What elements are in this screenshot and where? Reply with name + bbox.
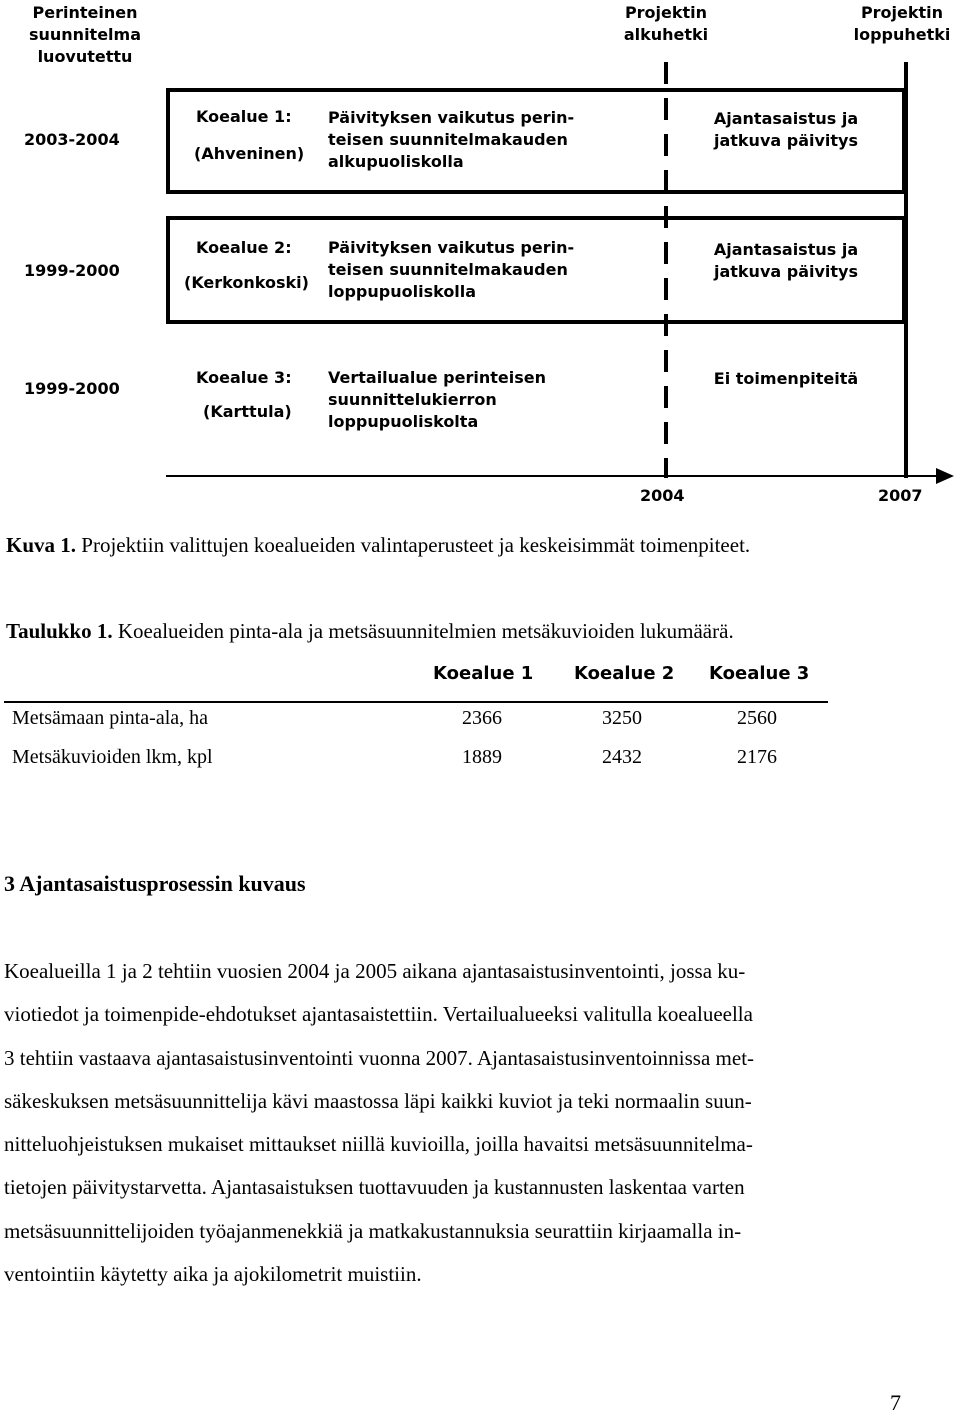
action-line: jatkuva päivitys bbox=[713, 262, 858, 281]
description-line: Päivityksen vaikutus perin- bbox=[328, 108, 575, 127]
description-line: alkupuoliskolla bbox=[328, 152, 464, 171]
header-line: Perinteinen bbox=[32, 3, 138, 22]
paragraph-line: 3 tehtiin vastaava ajantasaistusinventointi vuonna 2007. Ajantasaistusinventoinnissa met- bbox=[4, 1045, 755, 1070]
area-label: Koealue 1: bbox=[196, 107, 292, 126]
area-action bbox=[686, 239, 886, 283]
table-caption bbox=[6, 617, 734, 645]
header-line: alkuhetki bbox=[623, 25, 709, 44]
paragraph-line: viotiedot ja toimenpide-ehdotukset ajantasaistettiin. Vertailualueeksi valitulla koealueella bbox=[4, 1002, 753, 1027]
row-years: 2003-2004 bbox=[24, 130, 120, 149]
table-row-label: Metsäkuvioiden lkm, kpl bbox=[12, 746, 213, 768]
paragraph-line: säkeskuksen metsäsuunnittelija kävi maastossa läpi kaikki kuviot ja teki normaalin suun- bbox=[4, 1088, 752, 1113]
table-caption-text: Koealueiden pinta-ala ja metsäsuunnitelmien metsäkuvioiden lukumäärä. bbox=[112, 619, 734, 643]
description-line: Vertailualue perinteisen bbox=[328, 368, 546, 387]
action-line: jatkuva päivitys bbox=[713, 131, 858, 150]
paragraph-line: ventointiin käytetty aika ja ajokilometrit muistiin. bbox=[4, 1262, 422, 1287]
description-line: loppupuoliskolta bbox=[328, 412, 479, 431]
axis-year-end: 2007 bbox=[878, 486, 923, 505]
table-cell: 2432 bbox=[602, 746, 642, 768]
row-years: 1999-2000 bbox=[24, 379, 120, 398]
header-line: Projektin bbox=[624, 3, 708, 22]
table-cell: 1889 bbox=[462, 746, 502, 768]
area-place: (Kerkonkoski) bbox=[184, 273, 309, 292]
table-cell: 2176 bbox=[737, 746, 777, 768]
area-label: Koealue 3: bbox=[196, 368, 292, 387]
description-line: Päivityksen vaikutus perin- bbox=[328, 238, 575, 257]
table-col-header: Koealue 2 bbox=[574, 663, 675, 684]
header-line: luovutettu bbox=[37, 47, 133, 66]
description-line: suunnittelukierron bbox=[328, 390, 497, 409]
description-line: loppupuoliskolla bbox=[328, 282, 477, 301]
body-paragraph bbox=[4, 950, 906, 1296]
table-row-label: Metsämaan pinta-ala, ha bbox=[12, 707, 209, 729]
table-col-header: Koealue 3 bbox=[709, 663, 810, 684]
figure-caption bbox=[6, 531, 750, 559]
section-heading: 3 Ajantasaistusprosessin kuvaus bbox=[4, 871, 306, 896]
action-line: Ajantasaistus ja bbox=[713, 109, 859, 128]
paragraph-line: nitteluohjeistuksen mukaiset mittaukset niillä kuvioilla, joilla havaitsi metsäsuunnitelma- bbox=[4, 1132, 753, 1157]
header-line: loppuhetki bbox=[853, 25, 951, 44]
table-cell: 2366 bbox=[462, 707, 502, 729]
description-line: teisen suunnitelmakauden bbox=[328, 130, 568, 149]
area-action bbox=[686, 368, 886, 390]
table-cell: 3250 bbox=[602, 707, 642, 729]
table-cell: 2560 bbox=[737, 707, 777, 729]
table-col-header: Koealue 1 bbox=[433, 663, 534, 684]
table-caption-label: Taulukko 1. bbox=[6, 619, 113, 643]
header-line: suunnitelma bbox=[28, 25, 142, 44]
area-label: Koealue 2: bbox=[196, 238, 292, 257]
area-description bbox=[328, 107, 574, 173]
row-years: 1999-2000 bbox=[24, 261, 120, 280]
axis-year-start: 2004 bbox=[640, 486, 685, 505]
figure-caption-label: Kuva 1. bbox=[6, 533, 77, 557]
action-line: Ajantasaistus ja bbox=[713, 240, 859, 259]
table-header-rule bbox=[4, 701, 828, 703]
header-line: Projektin bbox=[860, 3, 944, 22]
page-number: 7 bbox=[890, 1390, 901, 1415]
paragraph-line: tietojen päivitystarvetta. Ajantasaistuksen tuottavuuden ja kustannusten laskentaa varten bbox=[4, 1175, 745, 1200]
area-place: (Karttula) bbox=[203, 402, 292, 421]
paragraph-line: metsäsuunnittelijoiden työajanmenekkiä ja matkakustannuksia seurattiin kirjaamalla in- bbox=[4, 1218, 742, 1243]
area-description bbox=[328, 237, 574, 303]
paragraph-line: Koealueilla 1 ja 2 tehtiin vuosien 2004 ja 2005 aikana ajantasaistusinventointi, jossa ku- bbox=[4, 959, 746, 983]
area-place: (Ahveninen) bbox=[194, 144, 305, 163]
time-axis-arrow-icon bbox=[936, 468, 954, 484]
area-description bbox=[328, 367, 546, 433]
area-action bbox=[686, 108, 886, 152]
description-line: teisen suunnitelmakauden bbox=[328, 260, 568, 279]
action-line: Ei toimenpiteitä bbox=[713, 369, 859, 388]
figure-caption-text: Projektiin valittujen koealueiden valintaperusteet ja keskeisimmät toimenpiteet. bbox=[76, 533, 751, 557]
